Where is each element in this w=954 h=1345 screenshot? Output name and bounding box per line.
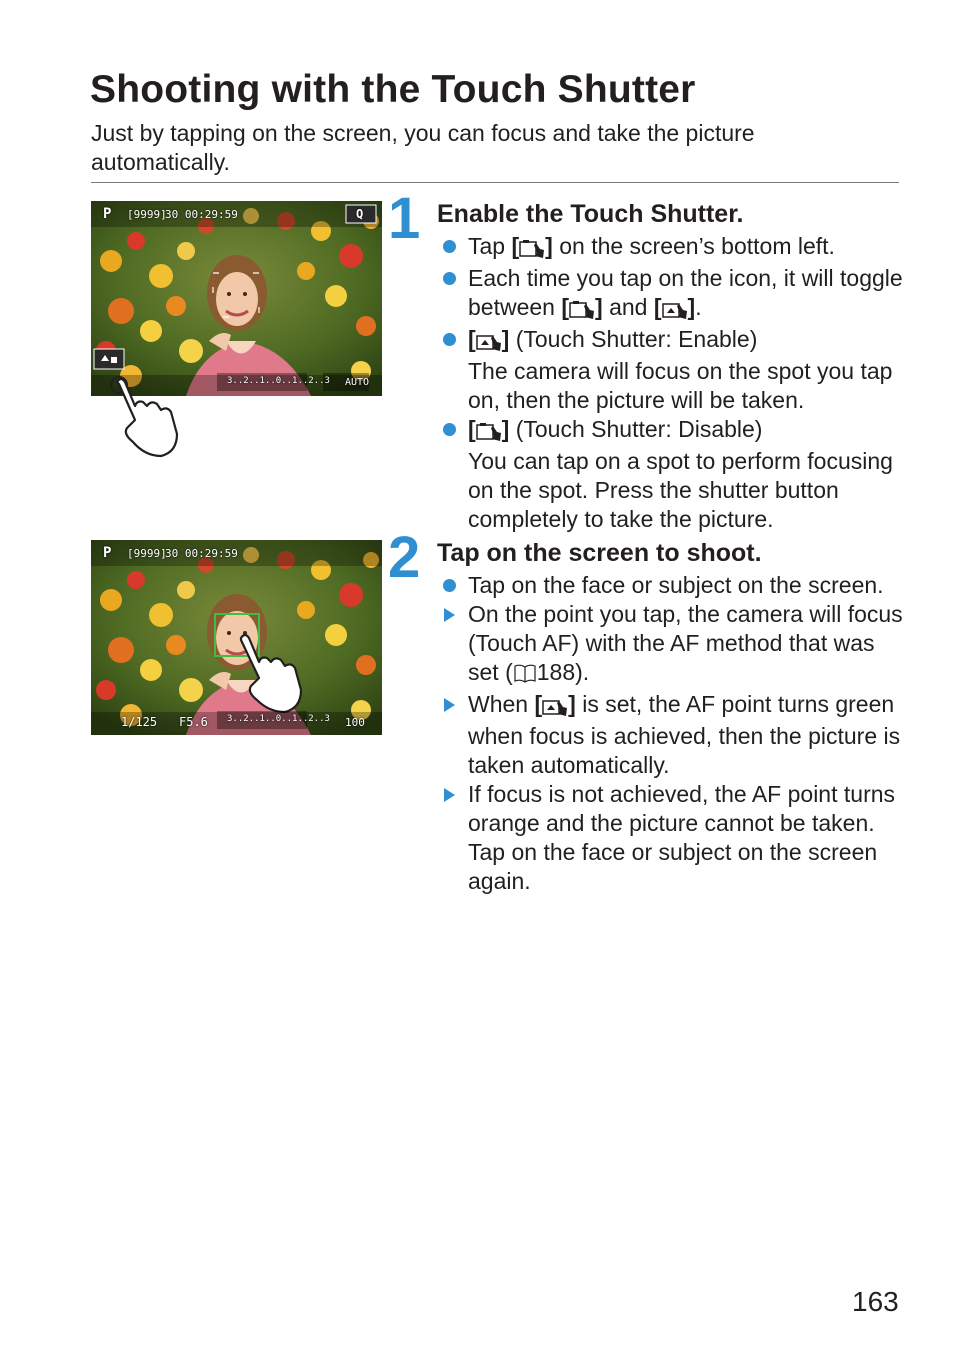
time-remaining: 30 00:29:59 <box>165 208 238 221</box>
step-1-title: Enable the Touch Shutter. <box>437 200 744 228</box>
page-number: 163 <box>852 1286 899 1317</box>
mode-indicator: P <box>103 206 112 222</box>
camera-screen-1 <box>91 201 382 396</box>
touch-shutter-off-icon <box>569 296 595 325</box>
step-2-list <box>440 571 910 896</box>
step-2-title: Tap on the screen to shoot. <box>437 539 762 567</box>
list-item: Tap [ ] on the screen’s bottom left. <box>440 232 910 264</box>
touch-shutter-on-icon <box>542 693 568 722</box>
time-remaining: 30 00:29:59 <box>165 547 238 560</box>
touch-shutter-off-icon <box>476 418 502 447</box>
exposure-scale: 3..2..1..0..1..2..3 <box>227 376 330 386</box>
iso-value: AUTO <box>345 377 370 388</box>
list-item: On the point you tap, the camera will focus (Touch AF) with the AF method that was set ( 188). <box>440 600 910 690</box>
step-number-2: 2 <box>388 525 421 590</box>
step-number-1: 1 <box>388 186 421 251</box>
touch-shutter-on-icon <box>662 296 688 325</box>
list-item: [ ] (Touch Shutter: Disable) You can tap on a spot to perform focusing on the spot. Press the shutter button completely to take the picture. <box>440 415 910 534</box>
quick-control-button[interactable]: Q <box>356 207 364 221</box>
shutter-speed: 1/125 <box>121 715 158 729</box>
touch-shutter-off-icon <box>519 235 545 264</box>
page-title: Shooting with the Touch Shutter <box>90 68 696 111</box>
list-item: When [ ] is set, the AF point turns green when focus is achieved, then the picture is taken automatically. <box>440 690 910 780</box>
camera-photo-1 <box>91 201 382 396</box>
shots-remaining: [9999] <box>127 208 167 221</box>
touch-shutter-on-icon <box>476 328 502 357</box>
camera-photo-2 <box>91 540 382 735</box>
title-divider <box>91 182 899 183</box>
page-reference[interactable]: 188 <box>536 659 576 685</box>
step-1-list <box>440 232 910 534</box>
mode-indicator: P <box>103 545 112 561</box>
list-item: [ ] (Touch Shutter: Enable) The camera will focus on the spot you tap on, then the picture will be taken. <box>440 325 910 415</box>
book-reference-icon <box>513 661 537 690</box>
finger-tap-icon <box>105 372 185 464</box>
list-item: If focus is not achieved, the AF point turns orange and the picture cannot be taken. Tap on the face or subject on the screen again. <box>440 780 910 896</box>
shots-remaining: [9999] <box>127 547 167 560</box>
intro-text: Just by tapping on the screen, you can focus and take the picture automatically. <box>91 120 755 175</box>
iso-value: 100 <box>345 716 365 729</box>
list-item: Tap on the face or subject on the screen. <box>440 571 910 600</box>
exposure-scale: 3..2..1..0..1..2..3 <box>227 714 330 724</box>
list-item: Each time you tap on the icon, it will toggle between [ ] and [ ]. <box>440 264 910 325</box>
aperture-value: F5.6 <box>179 715 208 729</box>
camera-screen-2 <box>91 540 382 735</box>
